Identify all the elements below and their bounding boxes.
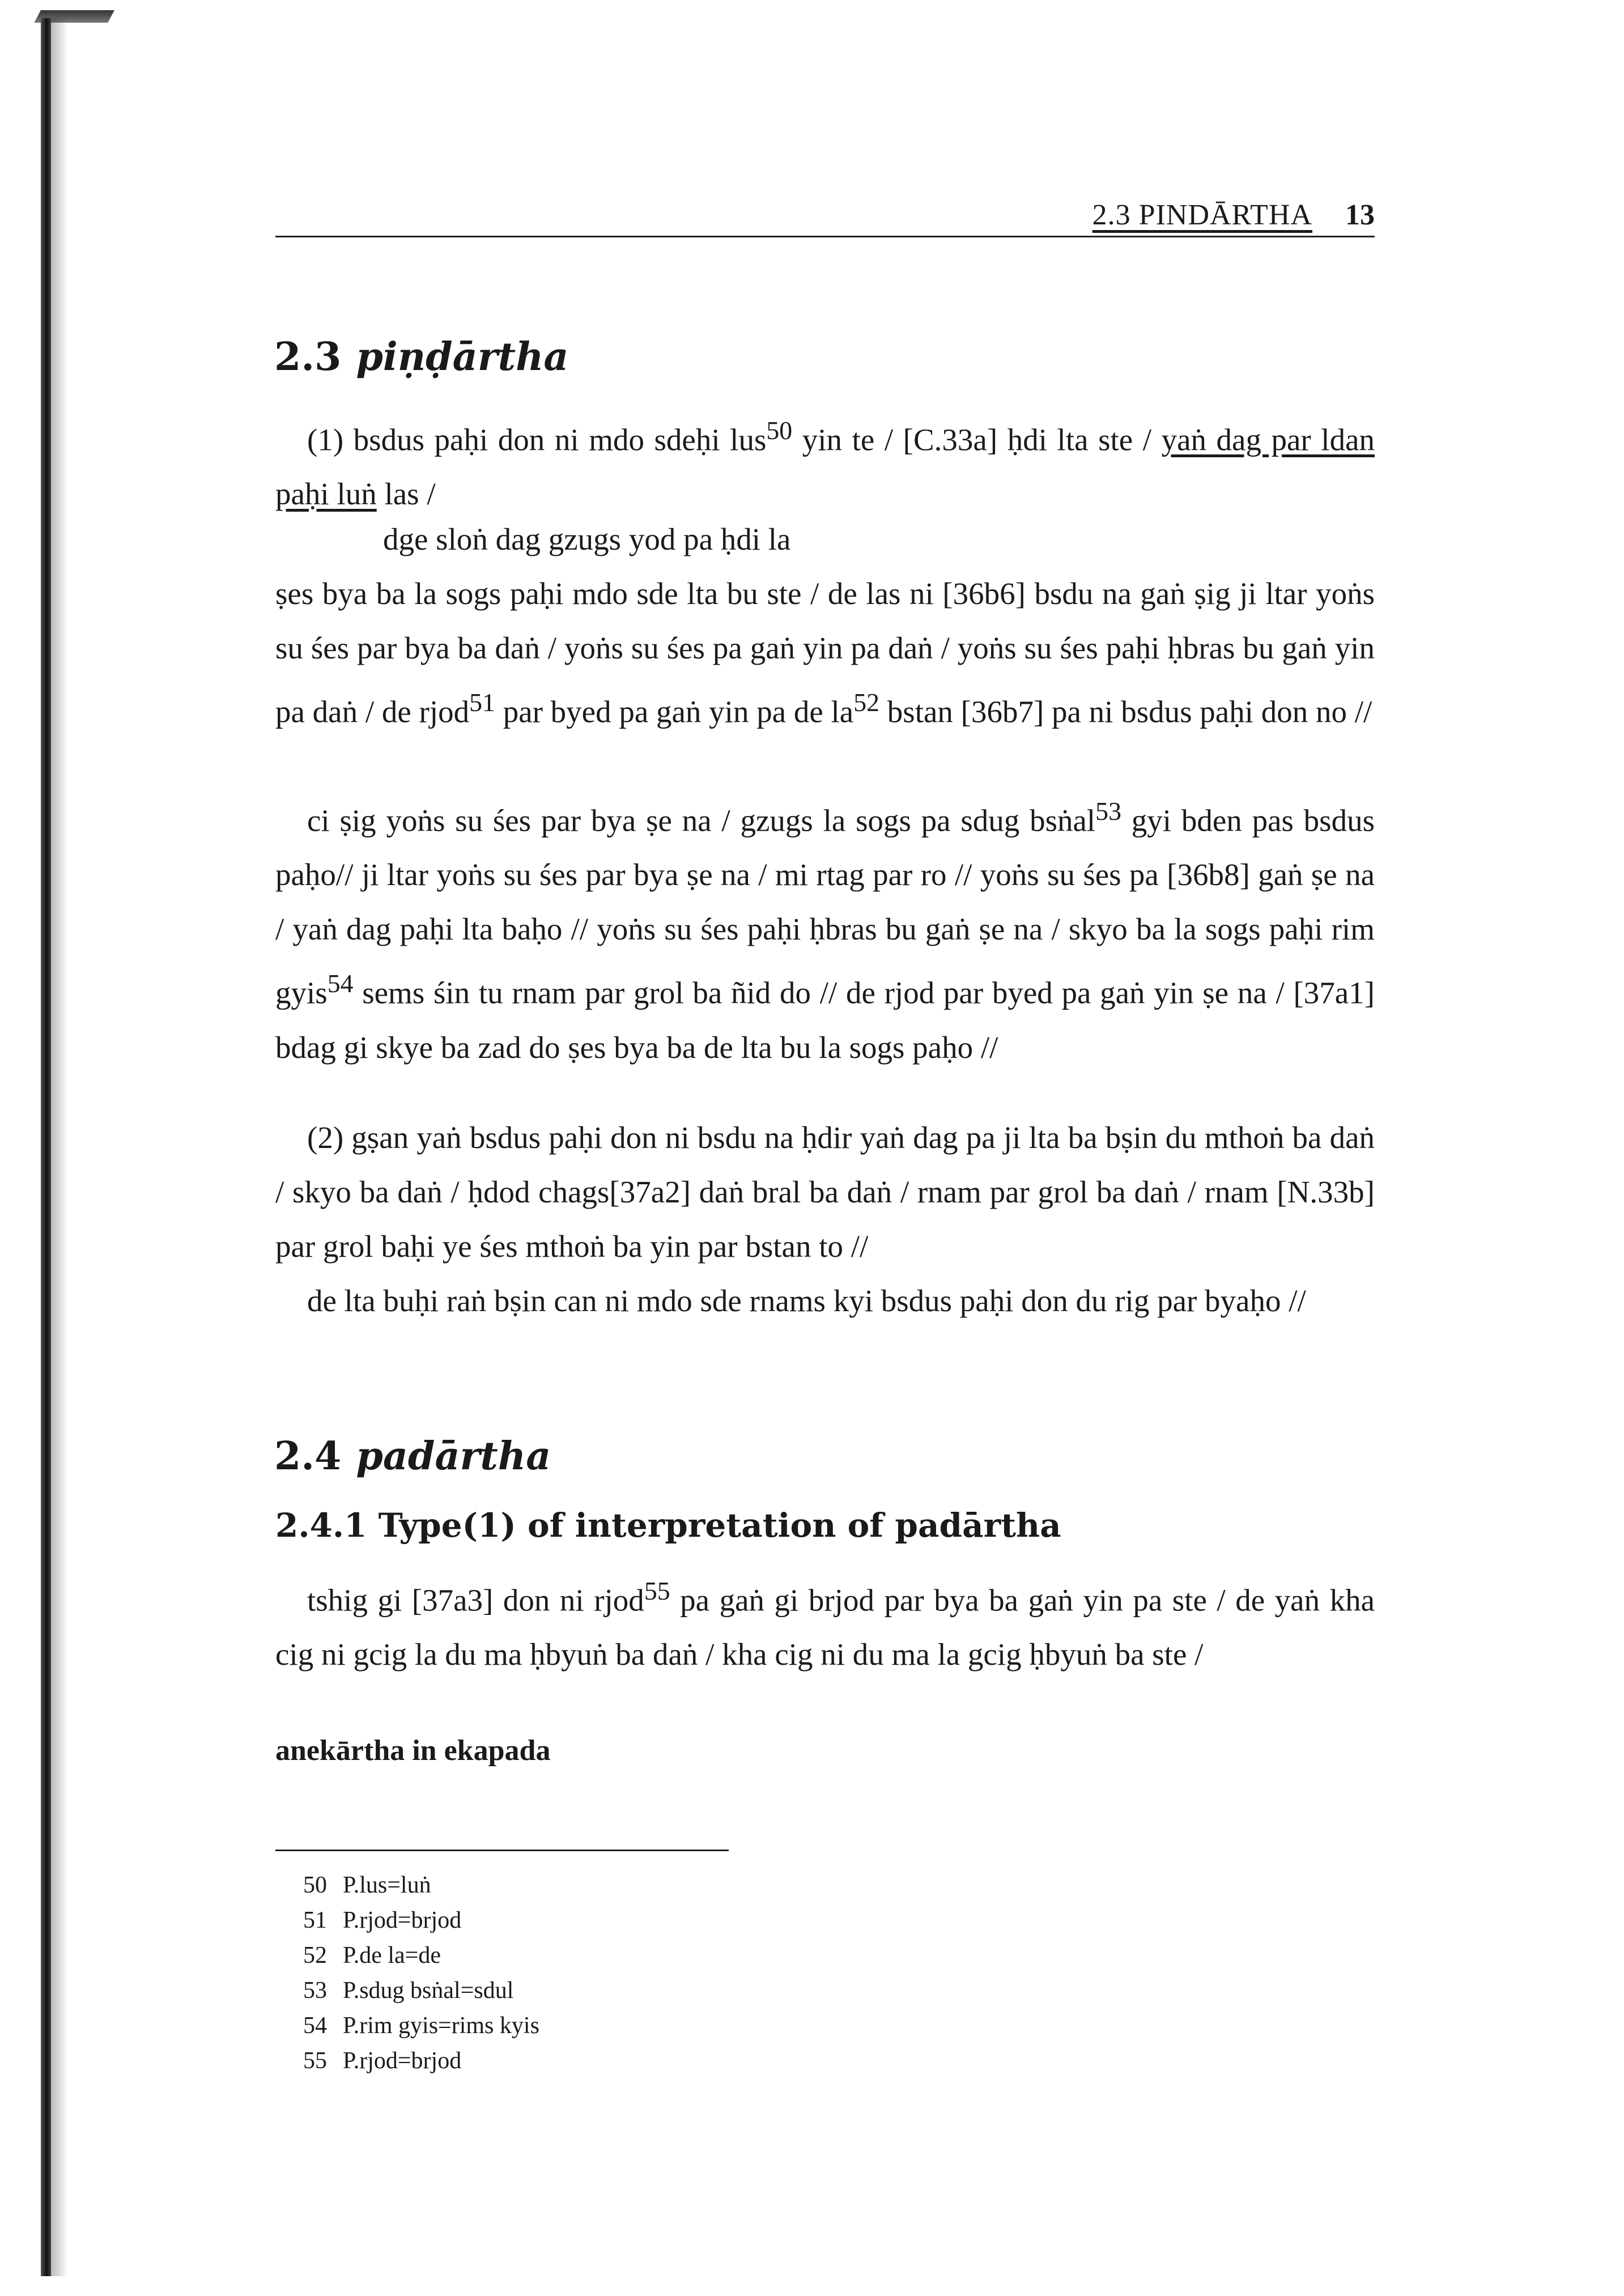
footnote-53: 53 P.sdug bsṅal=sdul <box>303 1978 514 2004</box>
section-heading-2-3 <box>274 334 568 380</box>
page-number: 13 <box>1345 199 1375 231</box>
footnote-ref-53[interactable]: 53 <box>1095 797 1121 826</box>
binding-shadow <box>51 18 68 2276</box>
binding-edge <box>41 18 51 2276</box>
section-heading-2-4 <box>274 1434 551 1479</box>
footnote-rule <box>275 1849 729 1851</box>
paragraph-5: de lta buḥi raṅ bṣin can ni mdo sde rnams kyi bsdus paḥi don du rig par byaḥo // <box>307 1283 1306 1318</box>
paragraph-1: (1) bsdus paḥi don ni mdo sdeḥi lus$^{50}$ yin te / [C.33a] ḥdi lta ste / yaṅ dag par ldan paḥi luṅ las / <box>275 416 1375 512</box>
page-header <box>275 198 1375 238</box>
paragraph-6: tshig gi [37a3] don ni rjod$^{55}$ pa gaṅ gi brjod par bya ba gaṅ yin pa ste / de yaṅ kha cig ni gcig la du ma ḥbyuṅ ba daṅ / kha cig ni du ma la gcig ḥbyuṅ ba ste / <box>275 1576 1375 1672</box>
subsection-heading-2-4-1: 2.4.1 Type(1) of interpretation of padārtha <box>275 1506 1061 1545</box>
footnote-50: 50 P.lus=luṅ <box>303 1872 431 1898</box>
bold-subheading: anekārtha in ekapada <box>275 1734 551 1767</box>
section-title: padārtha <box>356 1434 551 1479</box>
footnote-54: 54 P.rim gyis=rims kyis <box>303 2013 539 2039</box>
running-head: 2.3 PINDĀRTHA <box>1092 199 1312 231</box>
section-number: 2.4 <box>274 1434 342 1479</box>
paragraph-2: ṣes bya ba la sogs paḥi mdo sde lta bu ste / de las ni [36b6] bsdu na gaṅ ṣig ji ltar yoṅs su śes par bya ba daṅ / yoṅs su śes pa gaṅ yin pa daṅ / yoṅs su śes paḥi ḥbras bu gaṅ yin pa daṅ / de rjod$^{51}$ par byed pa gaṅ yin pa de $la^{52}$ bstan [36b7] pa ni bsdus paḥi don no // <box>275 576 1375 729</box>
footnote-55: 55 P.rjod=brjod <box>303 2048 462 2074</box>
section-title: piṇḍārtha <box>356 334 569 380</box>
footnote-ref-51[interactable]: 51 <box>469 688 495 717</box>
footnote-ref-55[interactable]: 55 <box>644 1576 670 1605</box>
footnote-51: 51 P.rjod=brjod <box>303 1907 462 1933</box>
footnote-list <box>303 1868 539 2078</box>
footnote-ref-54[interactable]: 54 <box>327 969 354 998</box>
footnote-ref-52[interactable]: 52 <box>853 688 880 717</box>
footnote-52: 52 P.de la=de <box>303 1942 441 1968</box>
footnote-ref-50[interactable]: 50 <box>766 416 793 445</box>
verse-quote: dge sloṅ dag gzugs yod pa ḥdi la <box>383 522 791 556</box>
paragraph-4: (2) gṣan yaṅ bsdus paḥi don ni bsdu na ḥdir yaṅ dag pa ji lta ba bṣin du mthoṅ ba daṅ / skyo ba daṅ / ḥdod chags[37a2] daṅ bral ba daṅ / rnam par grol ba daṅ / rnam [N.33b] par grol baḥi ye śes mthoṅ ba yin par bstan to // <box>275 1120 1375 1264</box>
underlined-citation: yaṅ dag par ldan paḥi luṅ <box>275 422 1375 512</box>
section-number: 2.3 <box>274 334 342 380</box>
header-rule <box>275 236 1375 237</box>
paragraph-3: ci ṣig yoṅs su śes par bya ṣe na / gzugs la sogs pa sdug bsṅal$^{53}$ gyi bden pas bsdus paḥo// ji ltar yoṅs su śes par bya ṣe na / mi rtag par ro // yoṅs su śes pa [36b8] gaṅ ṣe na / yaṅ dag paḥi lta baḥo // yoṅs su śes paḥi ḥbras bu gaṅ ṣe na / skyo ba la sogs paḥi rim gyis$^{54}$ sems śin tu rnam par grol ba ñid do // de rjod par byed pa gaṅ yin ṣe na / [37a1] bdag gi skye ba zad do ṣes bya ba de lta bu la sogs paḥo // <box>275 797 1375 1065</box>
